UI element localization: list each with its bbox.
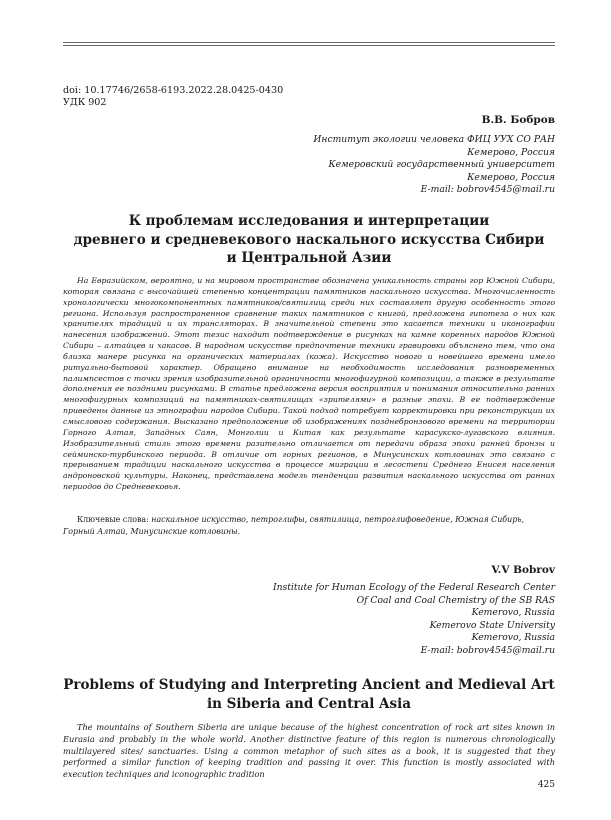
udk: УДК 902 — [63, 97, 107, 108]
affiliation-line: Кемерово, Россия — [467, 171, 555, 183]
affiliation-line: Of Coal and Coal Chemistry of the SB RAS — [356, 594, 555, 606]
header-rule-top — [63, 42, 555, 43]
article-meta — [63, 85, 283, 109]
author-en: V.V Bobrov — [491, 564, 555, 576]
title-line: К проблемам исследования и интерпретации — [128, 213, 490, 229]
title-line: in Siberia and Central Asia — [207, 695, 411, 712]
affiliation-line: Kemerovo, Russia — [471, 632, 555, 643]
page-number: 425 — [537, 780, 555, 790]
author-ru: В.В. Бобров — [481, 114, 555, 126]
keywords-label: Ключевые слова: — [77, 515, 149, 524]
affiliation-line: Кемерово, Россия — [467, 146, 555, 158]
title-line: Problems of Studying and Interpreting Ancient and Medieval Art — [63, 677, 555, 693]
affiliation-line: Кемеровский государственный университет — [328, 159, 555, 170]
doi: doi: 10.17746/2658-6193.2022.28.0425-0430 — [63, 85, 284, 96]
affiliation-line: Институт экологии человека ФИЦ УУХ СО РАН — [313, 134, 555, 145]
keywords-list: наскальное искусство, петроглифы, святилища, петроглифоведение, Южная Сибирь, Горный Алтай, Минусинские котловины. — [63, 515, 525, 536]
affiliation-ru — [313, 134, 555, 197]
affiliation-line: Kemerovo State University — [429, 619, 555, 631]
title-en — [63, 676, 555, 713]
affiliation-en — [273, 582, 555, 657]
affiliation-line: Institute for Human Ecology of the Federal Research Center — [272, 582, 555, 593]
email-ru: E-mail: bobrov4545@mail.ru — [420, 184, 555, 195]
title-line: древнего и средневекового наскального искусства Сибири — [73, 231, 545, 248]
header-rule-bottom — [63, 45, 555, 46]
email-en: E-mail: bobrov4545@mail.ru — [420, 644, 555, 656]
title-line: и Центральной Азии — [226, 250, 392, 266]
abstract-ru: На Евразийском, вероятно, и на мировом пространстве обозначена уникальность страны гор Южной Сибири, которая связана с высочайшей степенью концентрации памятников наскального искусства. Многочисленность хронологически многокомпонентных памятников/святилищ среди них составляет другую особенность этого региона. Используя распространенное сравнение таких памятников с книгой, предложена гипотеза о них как хранителях традиций и их трансляторах. В значительной степени это касается техники и иконографии нанесения изображений. Этот тезис находит подтверждение в рисунках на камне коренных народов Южной Сибири – алтайцев и хакасов. В народном искусстве предпочтение техники гравировки объяснено тем, что она близка манере рисунка на органических материалах (кожа). Искусство нового и новейшего времени имело ритуально-бытовой характер. Обращено внимание на необходимость исследования разновременных палимпсестов с точки зрения изобразительной органичности многофигурной композиции, а также в результате дополнения ее поздними рисунками. В статье предложена версия восприятия и понимания относительно ранних многофигурных композиций на памятниках-святилищах «зрителями» в разные эпохи. В ее подтверждение приведены данные из этнографии народов Сибири. Такой подход потребует корректировки при реконструкции их смыслового содержания. Высказано предположение об изображениях позднебронзового времени на территории Горного Алтая, Западных Саян, Монголии и Китая как результате карасукско-лугавского влияния. Изобразительный стиль этого времени разительно отличается от передачи образа эпохи ранней бронзы и сейминско-турбинского периода. В отличие от горных регионов, в Минусинских котловинах это связано с прерыванием традиции наскального искусства в процессе миграции в лесостепи Среднего Енисея населения андроновской культуры. Наконец, представлена модель тенденции развития наскального искусства от ранних периодов до Средневековья. — [63, 276, 555, 492]
title-ru — [63, 212, 555, 268]
affiliation-line: Kemerovo, Russia — [471, 607, 555, 618]
keywords-ru — [63, 514, 555, 537]
abstract-en: The mountains of Southern Siberia are unique because of the highest concentration of rock art sites known in Eurasia and probably in the whole world. Another distinctive feature of this region is numerous chronologically multilayered sites/ sanctuaries. Using a common metaphor of such sites as a book, it is suggested that they performed a similar function of keeping tradition and passing it over. This function is mostly associated with execution techniques and iconographic tradition — [63, 722, 555, 780]
